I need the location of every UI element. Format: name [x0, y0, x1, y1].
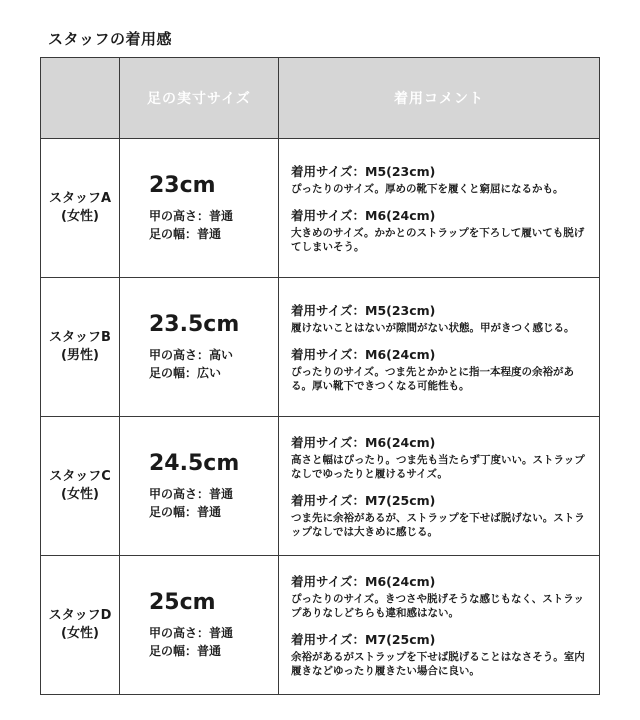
worn-size: 着用サイズ：M5(23cm): [291, 302, 436, 318]
staff-cell: [41, 556, 120, 695]
comment-text: ぴったりのサイズ。厚めの靴下を履くと窮屈になるかも。: [291, 182, 564, 195]
comment-block: [291, 573, 591, 620]
staff-name: スタッフA: [48, 191, 112, 206]
staff-name: スタッフB: [49, 330, 111, 345]
comment-block: [291, 492, 591, 539]
worn-size: 着用サイズ：M6(24cm): [291, 434, 436, 450]
instep-height: 甲の高さ：高い: [149, 348, 234, 362]
header-foot-size: 足の実寸サイズ: [120, 58, 279, 139]
instep-height: 甲の高さ：普通: [149, 209, 234, 223]
comment-block: [291, 302, 591, 335]
comment-text: 履けないことはないが隙間がない状態。甲がきつく感じる。: [291, 321, 575, 334]
worn-size: 着用サイズ：M7(25cm): [291, 631, 436, 647]
worn-size: 着用サイズ：M5(23cm): [291, 163, 436, 179]
foot-size: 24.5cm: [149, 451, 240, 476]
table-row: [41, 278, 600, 417]
staff-gender: (女性): [61, 487, 99, 502]
worn-size: 着用サイズ：M6(24cm): [291, 346, 436, 362]
foot-size: 23cm: [149, 173, 216, 198]
staff-cell: [41, 278, 120, 417]
size-cell: [120, 278, 279, 417]
worn-size: 着用サイズ：M6(24cm): [291, 573, 436, 589]
foot-width: 足の幅：普通: [149, 505, 222, 519]
table-row: [41, 556, 600, 695]
size-cell: [120, 139, 279, 278]
foot-size: 23.5cm: [149, 312, 240, 337]
worn-size: 着用サイズ：M7(25cm): [291, 492, 436, 508]
table-header-row: [41, 58, 600, 139]
table-row: [41, 417, 600, 556]
comment-cell: [279, 556, 600, 695]
comment-block: [291, 434, 591, 481]
staff-gender: (女性): [61, 209, 99, 224]
staff-cell: [41, 139, 120, 278]
comment-cell: [279, 417, 600, 556]
comment-text: 余裕があるがストラップを下せば脱げることはなさそう。室内履きなどゆったり履きたい場合に良い。: [291, 650, 585, 677]
foot-width: 足の幅：普通: [149, 644, 222, 658]
comment-cell: [279, 139, 600, 278]
comment-block: [291, 631, 591, 678]
comment-text: 高さと幅はぴったり。つま先も当たらず丁度いい。ストラップなしでゆったりと履けるサイズ。: [291, 453, 585, 480]
staff-gender: (男性): [61, 348, 99, 363]
comment-block: [291, 207, 591, 254]
staff-name: スタッフC: [49, 469, 111, 484]
comment-text: つま先に余裕があるが、ストラップを下せば脱げない。ストラップなしでは大きめに感じる。: [291, 511, 585, 538]
header-comment: 着用コメント: [279, 58, 600, 139]
staff-gender: (女性): [61, 626, 99, 641]
foot-size: 25cm: [149, 590, 216, 615]
comment-block: [291, 163, 591, 196]
comment-text: ぴったりのサイズ。きつさや脱げそうな感じもなく、ストラップありなしどちらも違和感はない。: [291, 592, 585, 619]
table-row: [41, 139, 600, 278]
worn-size: 着用サイズ：M6(24cm): [291, 207, 436, 223]
instep-height: 甲の高さ：普通: [149, 626, 234, 640]
fit-table: [40, 57, 600, 695]
staff-name: スタッフD: [48, 608, 112, 623]
size-cell: [120, 556, 279, 695]
instep-height: 甲の高さ：普通: [149, 487, 234, 501]
foot-width: 足の幅：普通: [149, 227, 222, 241]
foot-width: 足の幅：広い: [149, 366, 222, 380]
size-cell: [120, 417, 279, 556]
staff-cell: [41, 417, 120, 556]
comment-text: 大きめのサイズ。かかとのストラップを下ろして履いても脱げてしまいそう。: [291, 226, 585, 253]
comment-cell: [279, 278, 600, 417]
comment-block: [291, 346, 591, 393]
page-title: スタッフの着用感: [48, 30, 173, 48]
comment-text: ぴったりのサイズ。つま先とかかとに指一本程度の余裕がある。厚い靴下できつくなる可能性も。: [291, 365, 574, 392]
header-staff: [41, 58, 120, 139]
